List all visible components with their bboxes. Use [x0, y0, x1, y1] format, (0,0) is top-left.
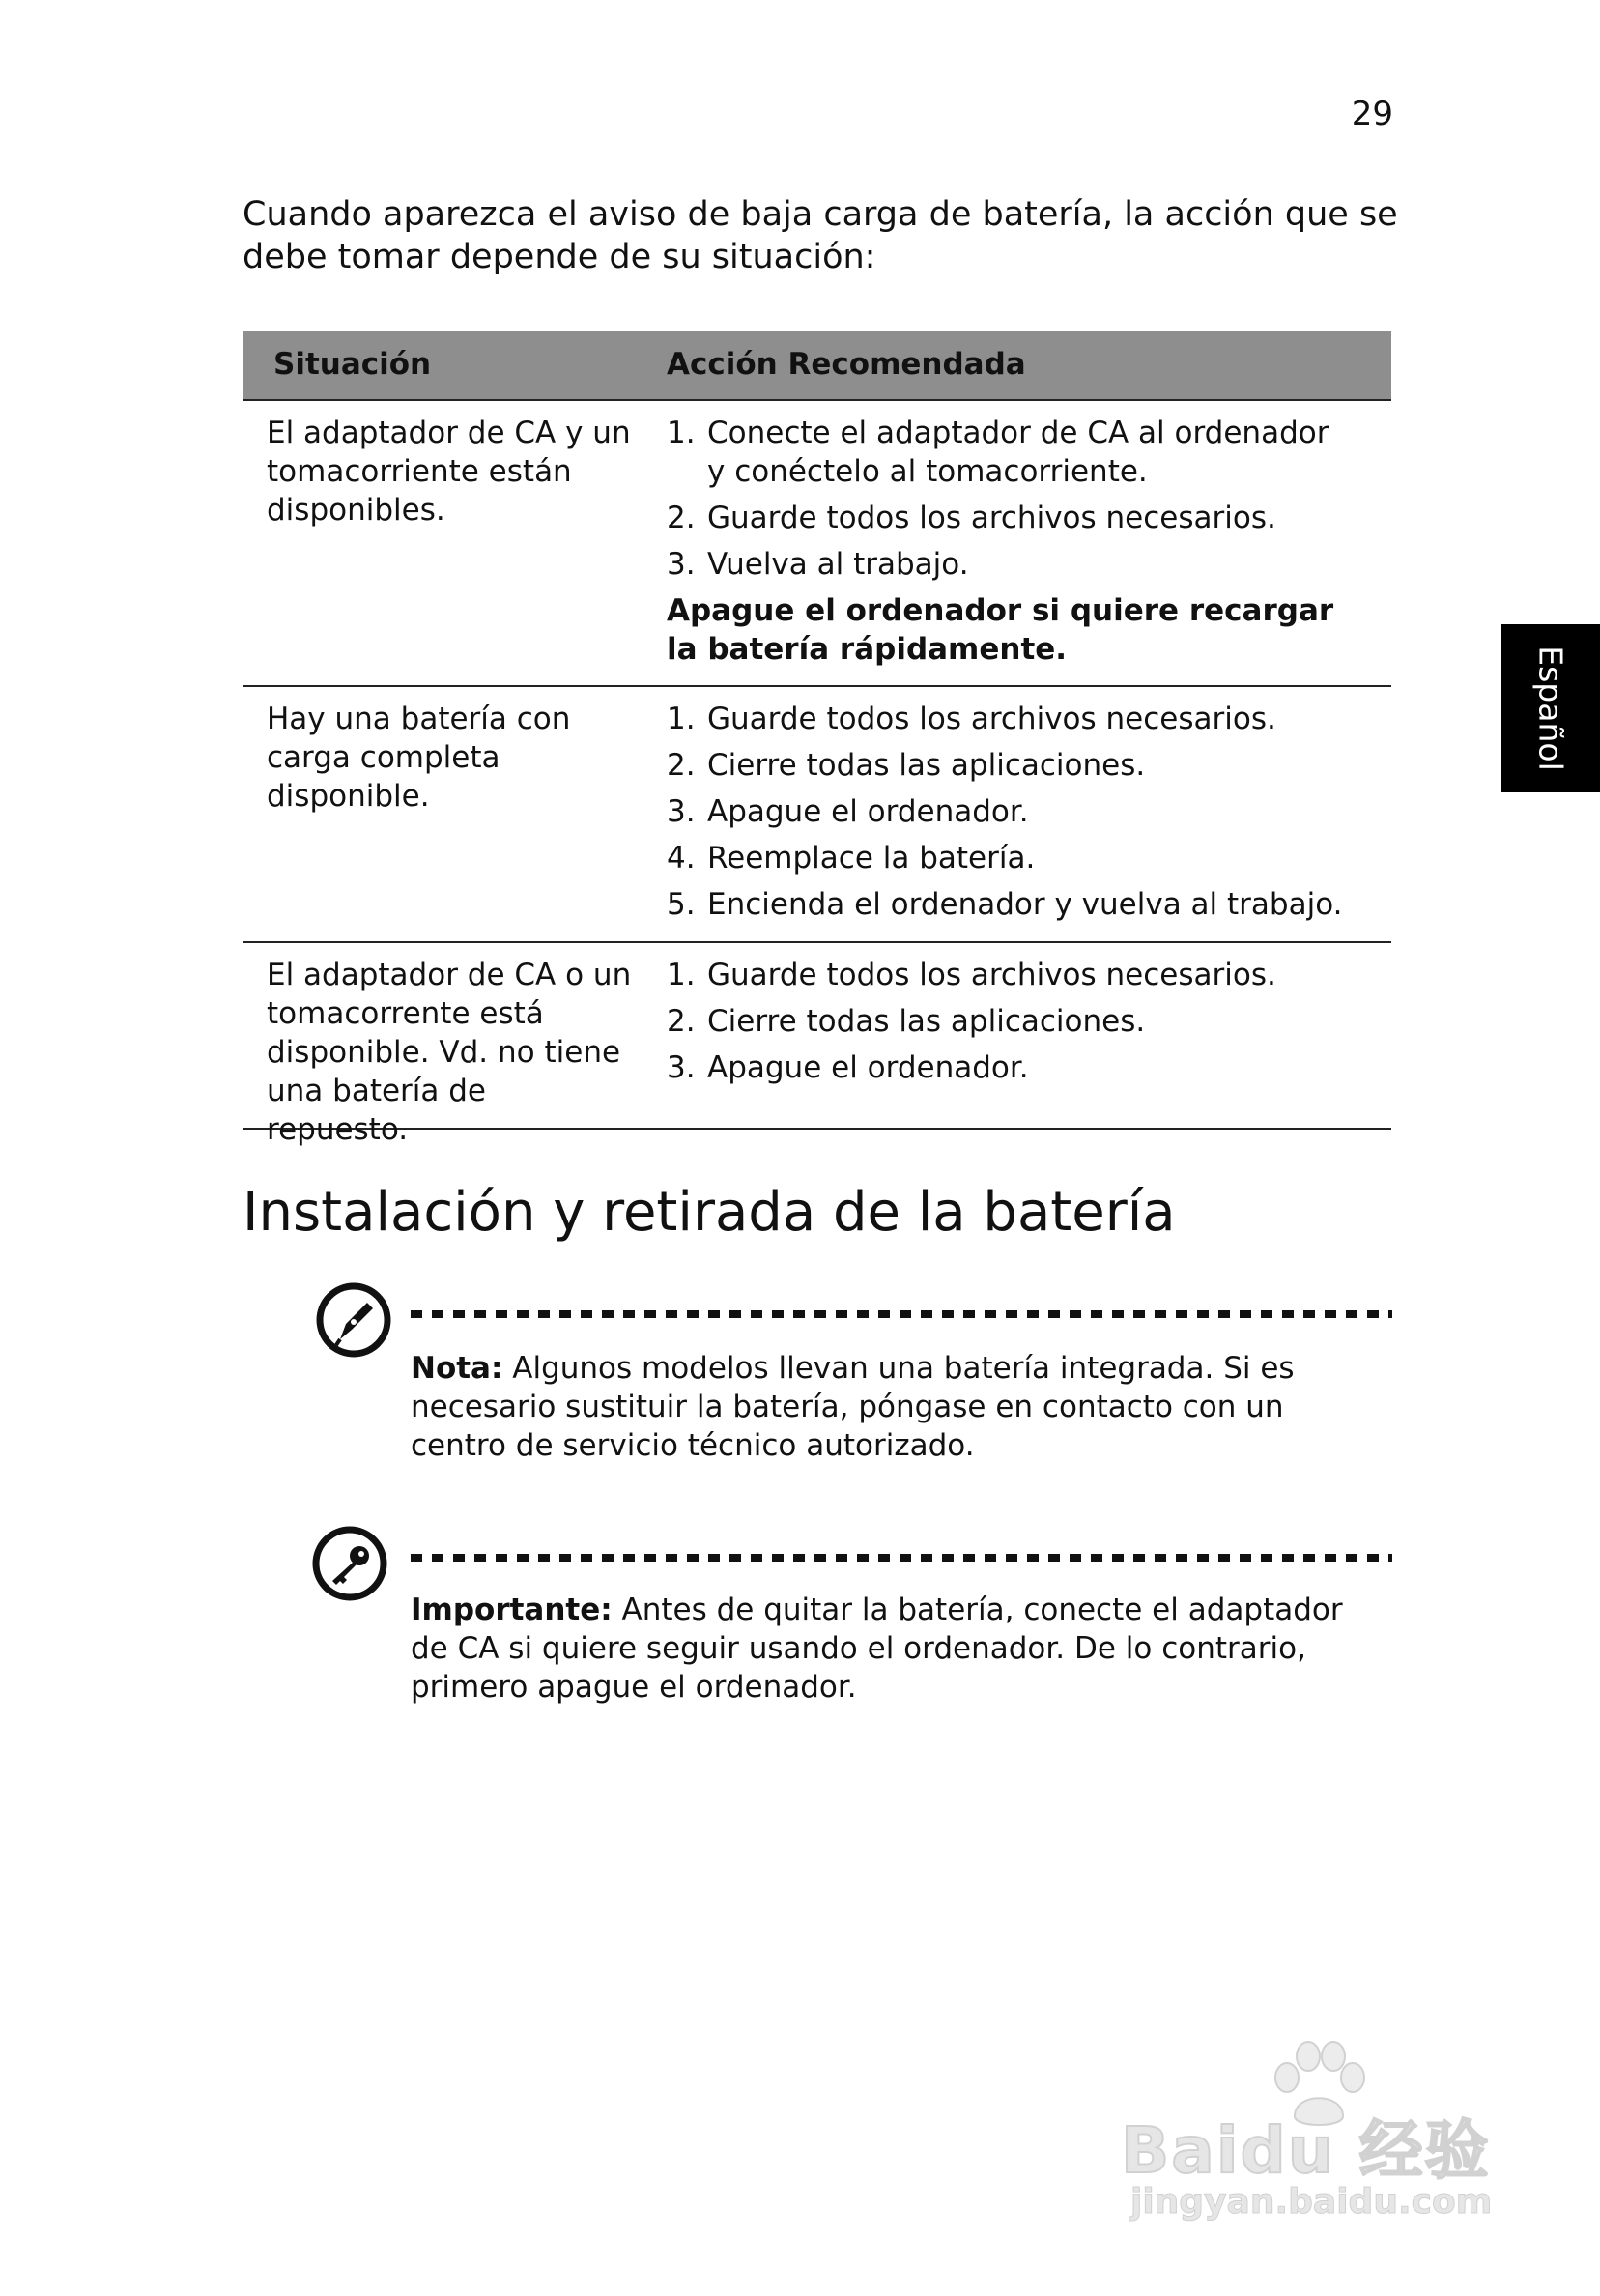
note-label: Nota: [411, 1351, 503, 1386]
list-item: 5. Encienda el ordenador y vuelva al trabajo. [667, 887, 1343, 922]
baidu-watermark [1121, 2039, 1527, 2232]
intro-paragraph: Cuando aparezca el aviso de baja carga de batería, la acción que se debe tomar depende de su situación: [243, 195, 1398, 276]
list-item: 1. Conecte el adaptador de CA al ordenador y conéctelo al tomacorriente. [667, 416, 1329, 489]
note-divider [411, 1310, 1392, 1318]
list-item: 1. Guarde todos los archivos necesarios. [667, 958, 1276, 992]
section-title: Instalación y retirada de la batería [243, 1181, 1176, 1244]
language-side-tab [1501, 624, 1600, 792]
page-number: 29 [1351, 95, 1393, 133]
header-action: Acción Recomendada [667, 347, 1026, 382]
list-item: 2. Cierre todas las aplicaciones. [667, 748, 1146, 783]
list-item: 2. Cierre todas las aplicaciones. [667, 1004, 1146, 1039]
steps-list [667, 414, 1343, 584]
situation-text: Hay una batería con carga completa disponible. [267, 702, 571, 814]
header-situation: Situación [273, 347, 432, 382]
watermark-url: jingyan.baidu.com [1130, 2182, 1493, 2222]
important-label: Importante: [411, 1593, 613, 1627]
action-cell [243, 956, 1276, 1128]
watermark-brand: Baidu 经验 [1121, 2113, 1491, 2188]
action-cell [243, 700, 1343, 941]
important-divider [411, 1554, 1392, 1562]
situation-text: El adaptador de CA y un tomacorriente están disponibles. [267, 416, 631, 528]
list-item: 3. Apague el ordenador. [667, 1050, 1029, 1085]
note-text [411, 1349, 1377, 1465]
list-item: 3. Vuelva al trabajo. [667, 547, 969, 582]
recharge-tip: Apague el ordenador si quiere recargar la batería rápidamente. [667, 593, 1334, 667]
list-item: 2. Guarde todos los archivos necesarios. [667, 501, 1276, 535]
list-item: 4. Reemplace la batería. [667, 841, 1036, 875]
list-item: 1. Guarde todos los archivos necesarios. [667, 702, 1276, 736]
important-text [411, 1591, 1377, 1707]
table-header [243, 331, 1391, 401]
battery-action-table [243, 331, 1391, 1147]
language-label: Español [1531, 646, 1570, 771]
table-row [243, 687, 1391, 943]
steps-list [667, 956, 1343, 1087]
table-row [243, 401, 1391, 687]
key-important-icon [311, 1525, 388, 1602]
action-cell [243, 414, 1334, 685]
table-row [243, 943, 1391, 1147]
note-body: Algunos modelos llevan una batería integrada. Si es necesario sustituir la batería, póngase en contacto con un centro de servicio técnico autorizado. [411, 1351, 1295, 1463]
steps-list [667, 700, 1343, 924]
pen-note-icon [315, 1281, 392, 1359]
list-item: 3. Apague el ordenador. [667, 794, 1029, 829]
important-body: Antes de quitar la batería, conecte el adaptador de CA si quiere seguir usando el ordenador. De lo contrario, primero apague el ordenador. [411, 1593, 1343, 1705]
situation-text: El adaptador de CA o un tomacorrente está disponible. Vd. no tiene una batería de repuesto. [267, 958, 632, 1147]
